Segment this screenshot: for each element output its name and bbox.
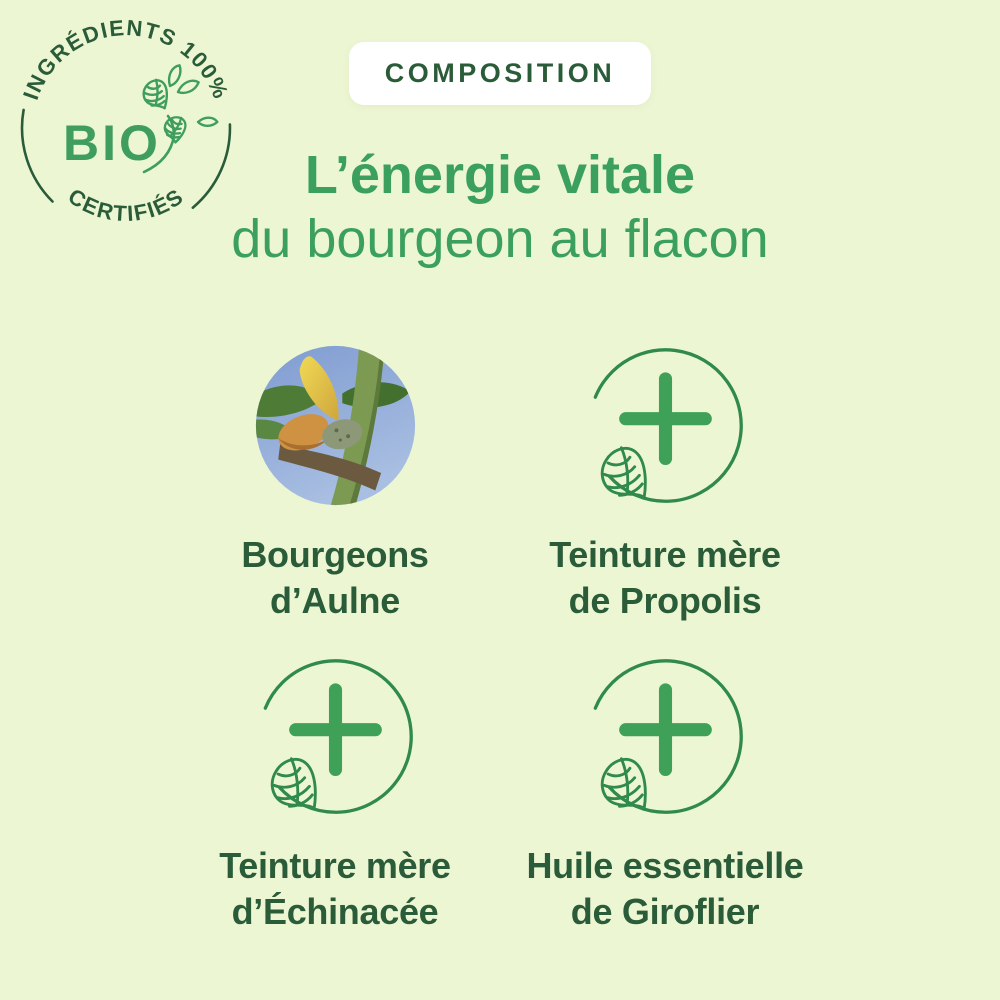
ingredient-item-bourgeons-aulne bbox=[170, 343, 500, 624]
ingredient-item-huile-giroflier bbox=[500, 654, 830, 935]
ingredient-label-line2: de Propolis bbox=[568, 580, 762, 621]
badge-bio-text: BIO bbox=[63, 115, 161, 171]
composition-tag bbox=[349, 42, 652, 105]
title-line-2: du bourgeon au flacon bbox=[231, 209, 769, 269]
badge-arc-text-top: INGRÉDIENTS 100% bbox=[18, 15, 234, 104]
badge-ring-left bbox=[22, 110, 52, 202]
ingredient-label-line1: Bourgeons bbox=[241, 534, 429, 575]
plus-circle-hop-icon bbox=[583, 654, 748, 819]
ingredient-label-line1: Teinture mère bbox=[549, 534, 781, 575]
ingredient-label bbox=[219, 843, 451, 935]
composition-tag-label: COMPOSITION bbox=[384, 58, 616, 88]
title-line-1: L’énergie vitale bbox=[304, 145, 696, 205]
ingredient-label bbox=[526, 843, 803, 935]
ingredient-item-teinture-echinacee bbox=[170, 654, 500, 935]
plus-circle-hop-icon bbox=[253, 654, 418, 819]
ingredient-label-line2: d’Échinacée bbox=[231, 891, 439, 932]
ingredient-item-teinture-propolis bbox=[500, 343, 830, 624]
ingredient-label bbox=[241, 532, 428, 624]
ingredients-grid bbox=[170, 343, 830, 935]
ingredient-label-line1: Teinture mère bbox=[219, 845, 451, 886]
alder-bud-photo bbox=[253, 343, 418, 508]
ingredient-label-line2: d’Aulne bbox=[270, 580, 400, 621]
page-title bbox=[231, 143, 768, 271]
ingredient-label-line1: Huile essentielle bbox=[526, 845, 804, 886]
ingredient-label bbox=[549, 532, 781, 624]
plus-circle-hop-icon bbox=[583, 343, 748, 508]
bio-certified-badge bbox=[12, 14, 240, 242]
badge-ring-right bbox=[193, 124, 230, 207]
ingredient-label-line2: de Giroflier bbox=[570, 891, 760, 932]
badge-arc-text-bottom: CERTIFIÉS bbox=[63, 183, 189, 227]
